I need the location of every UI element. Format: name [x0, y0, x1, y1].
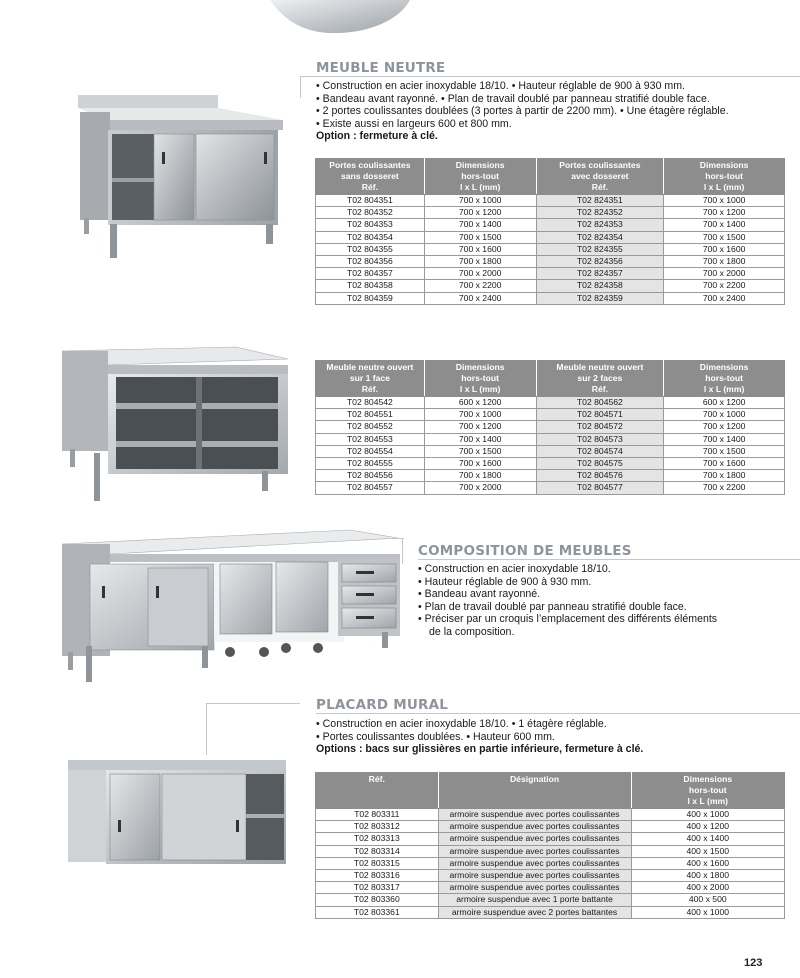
table-cell: T02 803312: [316, 821, 439, 833]
table-cell: 400 x 500: [631, 894, 785, 906]
section-rule: [418, 559, 800, 560]
table-cell: T02 804557: [316, 482, 425, 494]
table-row: [316, 409, 785, 421]
table-cell: T02 803315: [316, 857, 439, 869]
column-header: [631, 773, 785, 809]
table-row: [316, 207, 785, 219]
column-header-line: Réf.: [591, 182, 608, 192]
table-row: [316, 243, 785, 255]
table-cell: 700 x 1600: [424, 458, 536, 470]
table-row: [316, 482, 785, 494]
table-row: [316, 421, 785, 433]
table-cell: T02 804358: [316, 280, 425, 292]
table-cell: T02 824356: [536, 256, 664, 268]
column-header-line: l x L (mm): [703, 384, 745, 394]
column-header: [438, 773, 631, 809]
section-title-placard-mural: PLACARD MURAL: [316, 697, 449, 713]
column-header-line: l x L (mm): [459, 384, 501, 394]
table-cell: 700 x 2400: [424, 292, 536, 304]
column-header-line: Réf.: [368, 774, 385, 784]
table-cell: armoire suspendue avec portes coulissantes: [438, 821, 631, 833]
section-divider: [402, 538, 403, 564]
table-cell: 700 x 1000: [424, 409, 536, 421]
table-cell: 600 x 1200: [664, 397, 785, 409]
table-cell: T02 824359: [536, 292, 664, 304]
spec-table-placard-mural: [315, 772, 785, 919]
table-row: [316, 292, 785, 304]
column-header: [316, 773, 439, 809]
table-cell: 700 x 1400: [664, 433, 785, 445]
table-cell: armoire suspendue avec 1 porte battante: [438, 894, 631, 906]
decorative-swoosh: [270, 0, 410, 34]
table-cell: T02 804562: [536, 397, 664, 409]
column-header: [664, 361, 785, 397]
table-cell: T02 803360: [316, 894, 439, 906]
description-composition: [418, 563, 717, 639]
table-cell: 400 x 2000: [631, 882, 785, 894]
table-cell: 700 x 1200: [424, 421, 536, 433]
column-header-line: Dimensions: [699, 362, 749, 372]
option-line: Options : bacs sur glissières en partie inférieure, fermeture à clé.: [316, 743, 644, 756]
column-header: [536, 159, 664, 195]
column-header-line: hors-tout: [688, 785, 727, 795]
table-header-row: [316, 773, 785, 809]
table-row: [316, 845, 785, 857]
description-line: • Hauteur réglable de 900 à 930 mm.: [418, 575, 592, 588]
column-header-line: Réf.: [361, 182, 379, 192]
spec-table-meuble-ouvert: [315, 360, 785, 495]
table-cell: 700 x 2000: [424, 482, 536, 494]
column-header: [316, 159, 425, 195]
table-cell: 700 x 1000: [424, 195, 536, 207]
table-cell: T02 804575: [536, 458, 664, 470]
table-cell: 700 x 1200: [664, 421, 785, 433]
column-header-line: hors-tout: [461, 171, 500, 181]
table-cell: T02 804554: [316, 445, 425, 457]
column-header-line: avec dosseret: [571, 171, 629, 181]
column-header-line: Dimensions: [455, 160, 505, 170]
table-cell: T02 803317: [316, 882, 439, 894]
section-rule: [392, 538, 404, 539]
table-cell: 700 x 1500: [664, 445, 785, 457]
page-number: 123: [744, 957, 763, 969]
table-row: [316, 195, 785, 207]
table-cell: 700 x 1800: [424, 256, 536, 268]
table-cell: T02 803311: [316, 809, 439, 821]
table-cell: armoire suspendue avec portes coulissantes: [438, 870, 631, 882]
table-cell: T02 804577: [536, 482, 664, 494]
table-cell: armoire suspendue avec portes coulissantes: [438, 809, 631, 821]
column-header-line: hors-tout: [461, 373, 499, 383]
table-cell: 400 x 1000: [631, 906, 785, 918]
table-cell: 700 x 1800: [664, 470, 785, 482]
column-header-line: l x L (mm): [459, 182, 501, 192]
table-cell: 700 x 1500: [664, 231, 785, 243]
description-line: • Construction en acier inoxydable 18/10. • 1 étagère réglable.: [316, 718, 607, 730]
table-row: [316, 857, 785, 869]
table-row: [316, 445, 785, 457]
table-row: [316, 458, 785, 470]
table-cell: armoire suspendue avec portes coulissantes: [438, 833, 631, 845]
section-rule: [300, 76, 800, 77]
spec-table-meuble-neutre: [315, 158, 785, 305]
table-cell: 700 x 1200: [664, 207, 785, 219]
column-header: [664, 159, 785, 195]
table-cell: armoire suspendue avec portes coulissantes: [438, 857, 631, 869]
table-row: [316, 256, 785, 268]
section-divider: [206, 703, 207, 755]
column-header-line: Réf.: [361, 384, 378, 394]
table-cell: 700 x 1000: [664, 195, 785, 207]
column-header-line: Dimensions: [683, 774, 733, 784]
column-header: [424, 361, 536, 397]
column-header-line: sur 1 face: [349, 373, 390, 383]
table-cell: T02 824355: [536, 243, 664, 255]
section-divider: [300, 76, 301, 98]
table-row: [316, 906, 785, 918]
table-cell: armoire suspendue avec 2 portes battantes: [438, 906, 631, 918]
column-header-line: sans dosseret: [340, 171, 399, 181]
table-cell: 700 x 2200: [664, 482, 785, 494]
column-header: [316, 361, 425, 397]
table-cell: 700 x 1200: [424, 207, 536, 219]
table-cell: 700 x 1400: [424, 219, 536, 231]
table-cell: 400 x 1800: [631, 870, 785, 882]
table-cell: 700 x 2000: [424, 268, 536, 280]
description-line: • Portes coulissantes doublées. • Hauteur 600 mm.: [316, 730, 555, 743]
furniture-composition-image: [60, 528, 400, 683]
description-line: • Construction en acier inoxydable 18/10. • Hauteur réglable de 900 à 930 mm.: [316, 80, 686, 92]
table-row: [316, 268, 785, 280]
table-row: [316, 882, 785, 894]
description-line: • Préciser par un croquis l’emplacement des différents éléments: [418, 613, 718, 626]
description-line: • Plan de travail doublé par panneau stratifié double face.: [418, 600, 687, 613]
table-cell: T02 803316: [316, 870, 439, 882]
table-cell: T02 804542: [316, 397, 425, 409]
table-cell: T02 804555: [316, 458, 425, 470]
table-cell: T02 804352: [316, 207, 425, 219]
table-cell: T02 804552: [316, 421, 425, 433]
table-cell: 700 x 2200: [664, 280, 785, 292]
description-line: de la composition.: [429, 625, 515, 638]
table-cell: T02 804357: [316, 268, 425, 280]
column-header-line: Portes coulissantes: [559, 160, 641, 170]
section-rule: [206, 703, 300, 704]
table-row: [316, 231, 785, 243]
description-line: • Bandeau avant rayonné. • Plan de travail doublé par panneau stratifié double face.: [316, 92, 710, 105]
column-header-line: sur 2 faces: [577, 373, 623, 383]
table-cell: T02 804359: [316, 292, 425, 304]
table-cell: 700 x 1600: [664, 243, 785, 255]
table-row: [316, 870, 785, 882]
table-header-row: [316, 159, 785, 195]
table-cell: 700 x 1500: [424, 231, 536, 243]
description-line: • Existe aussi en largeurs 600 et 800 mm.: [316, 117, 512, 130]
column-header-line: Dimensions: [699, 160, 749, 170]
column-header-line: hors-tout: [705, 373, 743, 383]
table-cell: 700 x 1600: [424, 243, 536, 255]
table-cell: T02 803314: [316, 845, 439, 857]
table-row: [316, 833, 785, 845]
table-row: [316, 821, 785, 833]
table-cell: T02 804551: [316, 409, 425, 421]
table-cell: T02 803313: [316, 833, 439, 845]
table-cell: 400 x 1600: [631, 857, 785, 869]
description-line: • Bandeau avant rayonné.: [418, 588, 541, 601]
table-cell: 600 x 1200: [424, 397, 536, 409]
table-cell: 400 x 1000: [631, 809, 785, 821]
table-cell: T02 804573: [536, 433, 664, 445]
table-cell: T02 804576: [536, 470, 664, 482]
table-row: [316, 809, 785, 821]
table-cell: 700 x 1400: [424, 433, 536, 445]
table-header-row: [316, 361, 785, 397]
table-cell: 400 x 1200: [631, 821, 785, 833]
column-header-line: l x L (mm): [687, 796, 728, 806]
table-cell: 700 x 1800: [424, 470, 536, 482]
cabinet-sliding-doors-image: [68, 90, 288, 262]
table-cell: 700 x 2400: [664, 292, 785, 304]
table-row: [316, 397, 785, 409]
section-title-composition: COMPOSITION DE MEUBLES: [418, 543, 632, 559]
column-header: [424, 159, 536, 195]
table-cell: T02 804353: [316, 219, 425, 231]
table-cell: T02 804355: [316, 243, 425, 255]
wall-cupboard-image: [66, 756, 288, 868]
column-header-line: l x L (mm): [703, 182, 745, 192]
description-line: • Construction en acier inoxydable 18/10.: [418, 563, 611, 575]
table-cell: T02 804354: [316, 231, 425, 243]
table-cell: T02 804571: [536, 409, 664, 421]
table-cell: 700 x 1000: [664, 409, 785, 421]
table-cell: T02 804351: [316, 195, 425, 207]
column-header-line: Dimensions: [455, 362, 505, 372]
table-cell: T02 824353: [536, 219, 664, 231]
table-cell: T02 804574: [536, 445, 664, 457]
description-placard: [316, 718, 643, 756]
column-header-line: Portes coulissantes: [329, 160, 411, 170]
table-cell: T02 804553: [316, 433, 425, 445]
section-title-meuble-neutre: MEUBLE NEUTRE: [316, 60, 446, 76]
column-header-line: Désignation: [509, 774, 560, 784]
table-cell: 700 x 2000: [664, 268, 785, 280]
table-row: [316, 219, 785, 231]
description-meuble-neutre: [316, 80, 729, 143]
table-cell: T02 824351: [536, 195, 664, 207]
column-header-line: Meuble neutre ouvert: [326, 362, 414, 372]
table-cell: T02 824357: [536, 268, 664, 280]
table-cell: T02 803361: [316, 906, 439, 918]
table-cell: 700 x 2200: [424, 280, 536, 292]
table-cell: 400 x 1500: [631, 845, 785, 857]
table-cell: 700 x 1600: [664, 458, 785, 470]
table-row: [316, 470, 785, 482]
table-cell: T02 824358: [536, 280, 664, 292]
table-row: [316, 894, 785, 906]
table-cell: T02 804572: [536, 421, 664, 433]
table-cell: T02 804556: [316, 470, 425, 482]
table-cell: 400 x 1400: [631, 833, 785, 845]
column-header-line: Réf.: [591, 384, 608, 394]
table-cell: T02 824354: [536, 231, 664, 243]
table-cell: 700 x 1800: [664, 256, 785, 268]
table-cell: armoire suspendue avec portes coulissantes: [438, 882, 631, 894]
option-line: Option : fermeture à clé.: [316, 130, 438, 143]
open-cabinet-image: [56, 343, 292, 503]
section-rule: [316, 713, 800, 714]
table-cell: T02 824352: [536, 207, 664, 219]
table-cell: armoire suspendue avec portes coulissantes: [438, 845, 631, 857]
description-line: • 2 portes coulissantes doublées (3 portes à partir de 2200 mm). • Une étagère réglable.: [316, 105, 729, 118]
column-header-line: Meuble neutre ouvert: [556, 362, 644, 372]
table-cell: T02 804356: [316, 256, 425, 268]
column-header-line: hors-tout: [705, 171, 743, 181]
table-row: [316, 280, 785, 292]
table-cell: 700 x 1500: [424, 445, 536, 457]
table-row: [316, 433, 785, 445]
table-cell: 700 x 1400: [664, 219, 785, 231]
column-header: [536, 361, 664, 397]
